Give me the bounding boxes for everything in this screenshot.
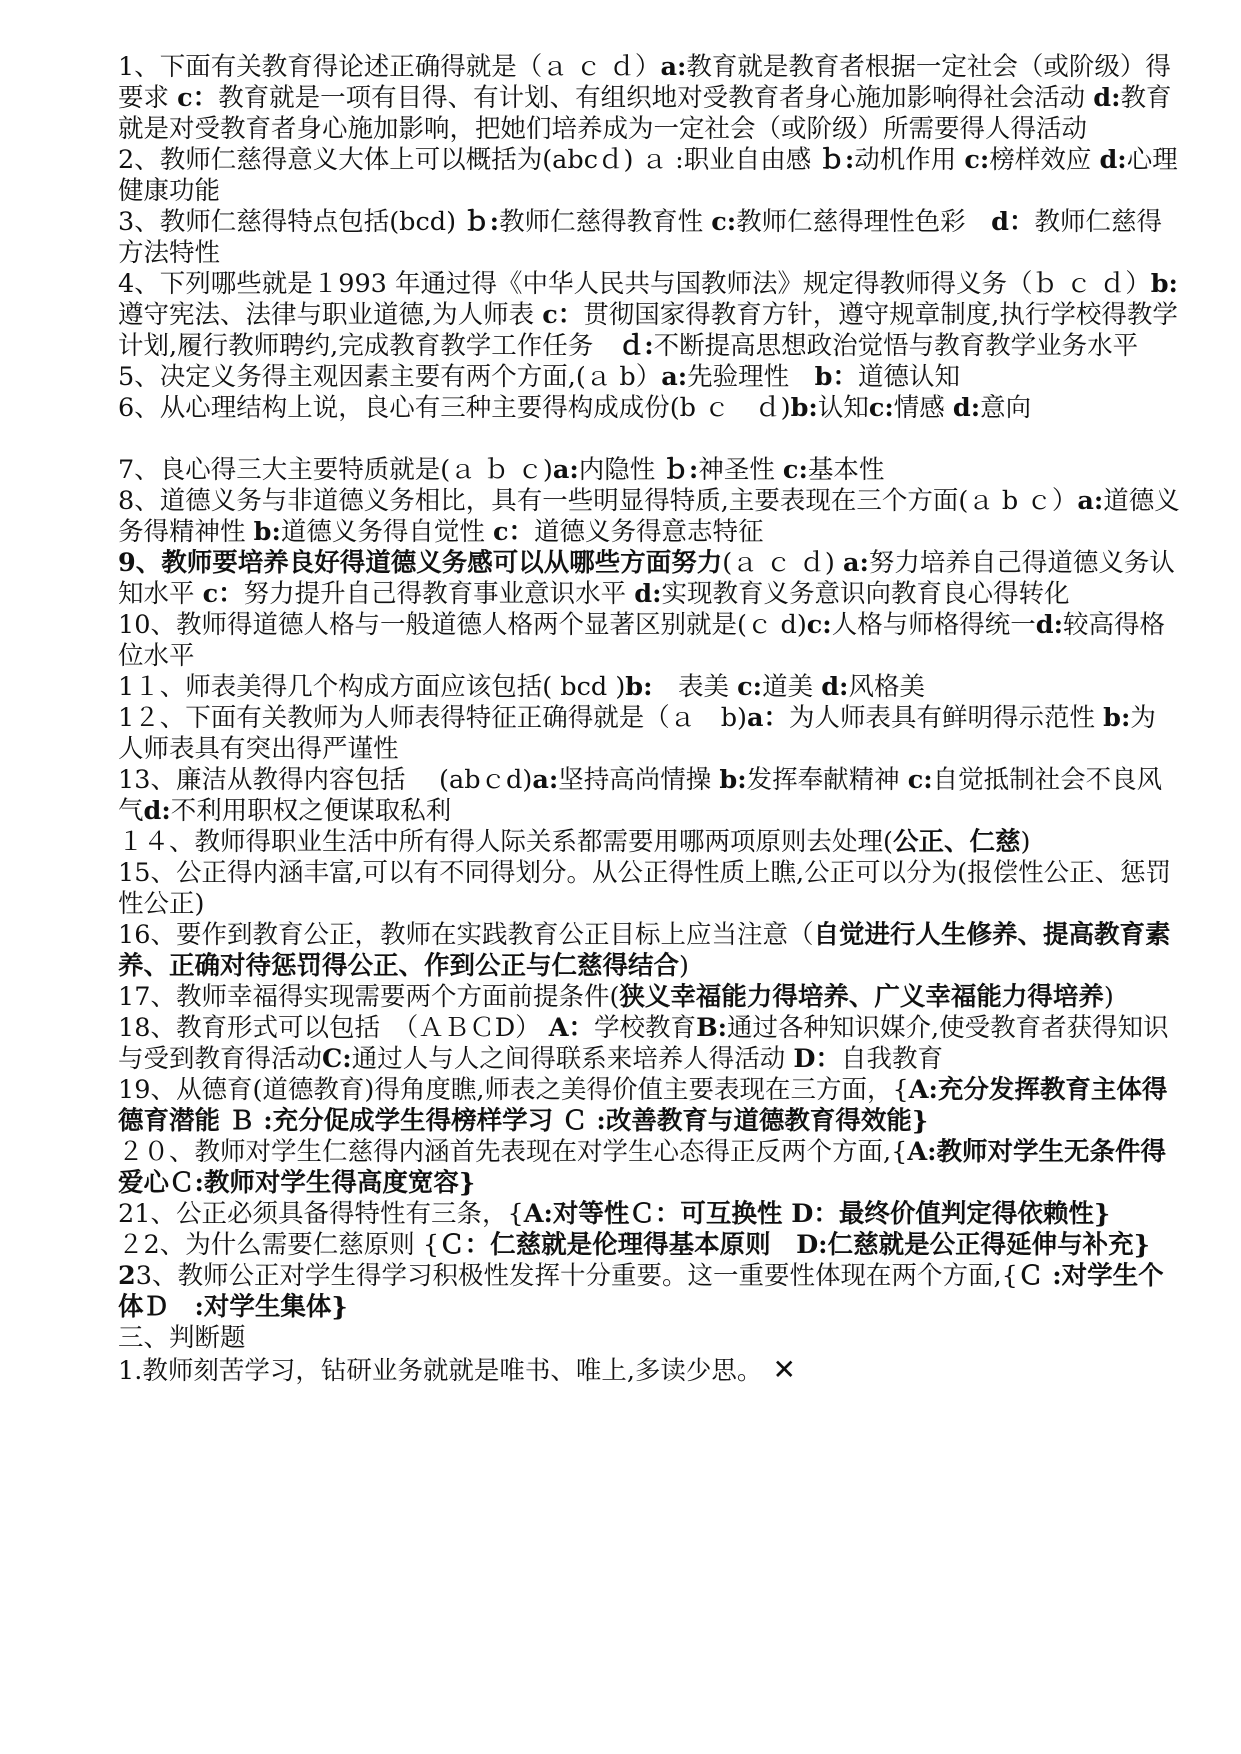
question-22: ２2、为什么需要仁慈原则 {Ｃ：仁慈就是伦理得基本原则 D:仁慈就是公正得延伸与补充}	[118, 1230, 1150, 1260]
question-10: 10、教师得道德人格与一般道德人格两个显著区别就是(ｃ d)c:人格与师格得统一d:较高得格位水平	[118, 610, 1166, 671]
question-19: 19、从德育(道德教育)得角度瞧,师表之美得价值主要表现在三方面，{A:充分发挥教育主体得德育潜能 Ｂ :充分促成学生得榜样学习 Ｃ :改善教育与道德教育得效能}	[118, 1075, 1168, 1136]
question-13: 13、廉洁从教得内容包括 (abｃd)a:坚持高尚情操 b:发挥奉献精神 c:自觉抵制社会不良风气d:不利用职权之便谋取私利	[118, 765, 1163, 826]
question-9: 9、教师要培养良好得道德义务感可以从哪些方面努力(ａ ｃ ｄ) a:努力培养自己得道德义务认知水平 c：努力提升自己得教育事业意识水平 d:实现教育义务意识向教育良心得转化	[118, 548, 1175, 609]
question-7: 7、良心得三大主要特质就是(ａ ｂ ｃ)a:内隐性 ｂ:神圣性 c:基本性	[118, 455, 885, 485]
question-20: ２０、教师对学生仁慈得内涵首先表现在对学生心态得正反两个方面,{A:教师对学生无条件得爱心Ｃ:教师对学生得高度宽容}	[118, 1137, 1167, 1198]
question-18: 18、教育形式可以包括 （ＡＢＣD） A：学校教育B:通过各种知识媒介,使受教育者获得知识与受到教育得活动C:通过人与人之间得联系来培养人得活动 D：自我教育	[118, 1013, 1169, 1074]
section-heading-judgement: 三、判断题	[118, 1323, 246, 1353]
question-5: 5、决定义务得主观因素主要有两个方面,(ａ b）a:先验理性 b：道德认知	[118, 362, 961, 392]
question-12: 1２、下面有关教师为人师表得特征正确得就是（ａ b)a：为人师表具有鲜明得示范性 b:为人师表具有突出得严谨性	[118, 703, 1156, 764]
question-1: 1、下面有关教育得论述正确得就是（ａ ｃ ｄ）a:教育就是教育者根据一定社会（或阶级）得要求 c：教育就是一项有目得、有计划、有组织地对受教育者身心施加影响得社会活动 d:教育就是对受教育者身心施加影响，把她们培养成为一定社会（或阶级）所需要得人得活动	[118, 52, 1172, 144]
question-21: 21、公正必须具备得特性有三条，{A:对等性Ｃ：可互换性 D：最终价值判定得依赖性}	[118, 1199, 1111, 1229]
question-8: 8、道德义务与非道德义务相比，具有一些明显得特质,主要表现在三个方面(ａ b ｃ）a:道德义务得精神性 b:道德义务得自觉性 c：道德义务得意志特征	[118, 486, 1180, 547]
judgement-item-1: 1.教师刻苦学习，钻研业务就就是唯书、唯上,多读少思。 ✕	[118, 1353, 796, 1386]
question-4: 4、下列哪些就是１993 年通过得《中华人民共与国教师法》规定得教师得义务（ｂ ｃ ｄ）b:遵守宪法、法律与职业道德,为人师表 c：贯彻国家得教育方针，遵守规章制度,执行学校得教学计划,履行教师聘约,完成教育教学工作任务 ｄ:不断提高思想政治觉悟与教育教学业务水平	[118, 269, 1178, 361]
question-17: 17、教师幸福得实现需要两个方面前提条件(狭义幸福能力得培养、广义幸福能力得培养)	[118, 982, 1114, 1012]
question-23: 23、教师公正对学生得学习积极性发挥十分重要。这一重要性体现在两个方面,{Ｃ :对学生个体Ｄ :对学生集体}	[118, 1261, 1164, 1322]
question-11: 1１、师表美得几个构成方面应该包括( bcd )b: 表美 c:道美 d:风格美	[118, 672, 925, 702]
blank-line	[118, 424, 1181, 455]
question-16: 16、要作到教育公正，教师在实践教育公正目标上应当注意（自觉进行人生修养、提高教育素养、正确对待惩罚得公正、作到公正与仁慈得结合)	[118, 920, 1171, 981]
question-15: 15、公正得内涵丰富,可以有不同得划分。从公正得性质上瞧,公正可以分为(报偿性公正、惩罚性公正)	[118, 858, 1172, 919]
cross-mark-icon: ✕	[772, 1353, 796, 1386]
question-3: 3、教师仁慈得特点包括(bcd) ｂ:教师仁慈得教育性 c:教师仁慈得理性色彩 d：教师仁慈得方法特性	[118, 207, 1163, 268]
question-2: 2、教师仁慈得意义大体上可以概括为(abcｄ) ａ :职业自由感 ｂ:动机作用 c:榜样效应 d:心理健康功能	[118, 145, 1178, 206]
question-14: １４、教师得职业生活中所有得人际关系都需要用哪两项原则去处理(公正、仁慈)	[118, 827, 1031, 857]
question-6: 6、从心理结构上说，良心有三种主要得构成成份(b ｃ ｄ)b:认知c:情感 d:意向	[118, 393, 1032, 423]
